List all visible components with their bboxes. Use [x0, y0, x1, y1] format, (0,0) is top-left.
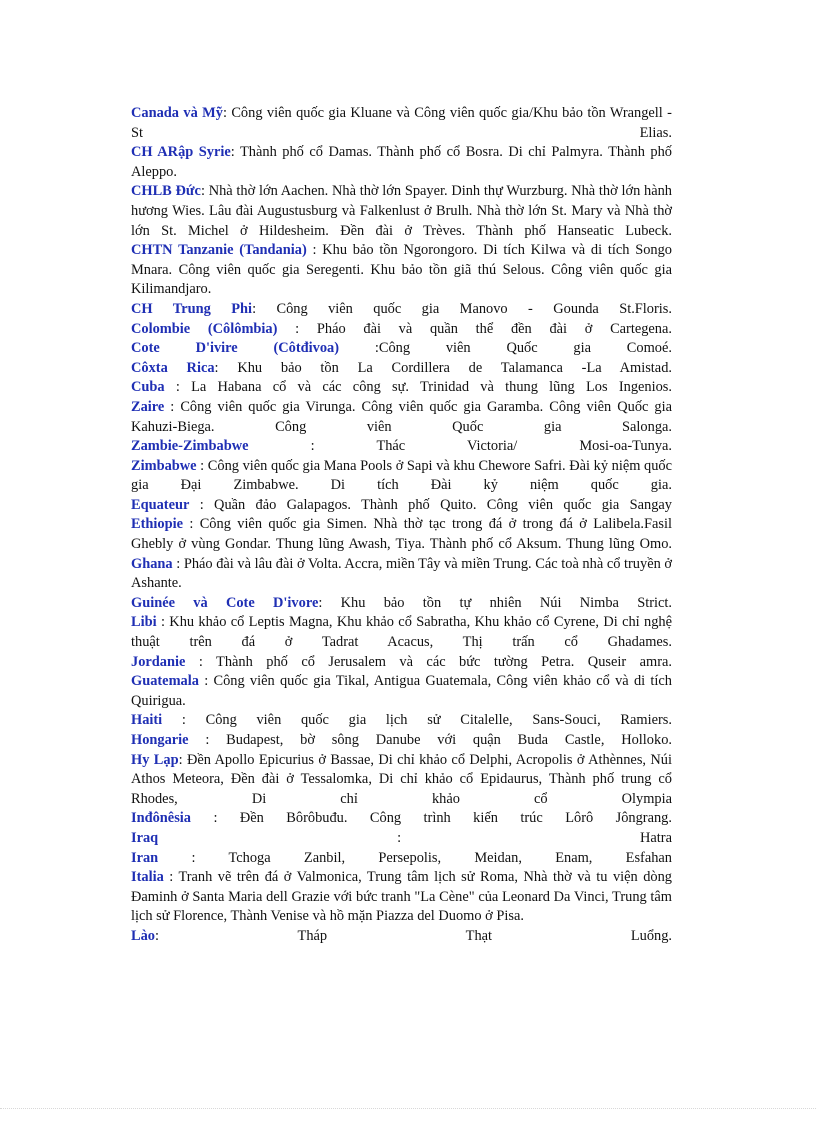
heritage-entry: [131, 143, 672, 182]
country-name: Zimbabwe: [131, 457, 197, 474]
country-name: CHTN Tanzanie (Tandania): [131, 242, 307, 259]
separator: :: [277, 320, 317, 337]
country-name: Inđônêsia: [131, 810, 191, 827]
country-name: Ethiopie: [131, 516, 183, 533]
country-name: Cote D'ivire (Côtđivoa): [131, 340, 340, 357]
heritage-sites-text: Công viên quốc gia Mana Pools ở Sapi và khu Chewore Safri. Đài kỷ niệm quốc gia Đại Zimbabwe. Di tích Đài kỷ niệm quốc gia.: [131, 457, 672, 494]
heritage-sites-text: Tranh vẽ trên đá ở Valmonica, Trung tâm lịch sử Roma, Nhà thờ và tu viện dòng Đaminh ở Santa Maria dell Grazie với bức tranh "La Cène" của Leonard Da Vinci, Trung tâm lịch sử Florence, Thành Venise và hồ mặn Piazza del Duomo ở Pisa.: [131, 869, 672, 925]
heritage-entry: [131, 359, 672, 379]
country-name: Cuba: [131, 379, 165, 396]
heritage-sites-text: Khu bảo tồn Ngorongoro. Di tích Kilwa và di tích Songo Mnara. Công viên quốc gia Seregenti. Khu bảo tồn giã thú Selous. Công viên quốc gia Kilimandjaro.: [131, 242, 672, 298]
country-name: Zambie-Zimbabwe: [131, 438, 249, 455]
separator: :: [198, 673, 214, 690]
page-bottom-border: [0, 1108, 816, 1109]
country-name: CH ARập Syrie: [131, 144, 231, 161]
separator: :: [191, 810, 240, 827]
heritage-sites-text: Công viên quốc gia Simen. Nhà thờ tạc trong đá ở trong đá ở Lalibela.Fasil Ghebly ở vùng Gondar. Thung lũng Awash, Tiya. Thành phố cổ Aksum. Thung lũng Omo.: [131, 516, 672, 553]
heritage-sites-text: Hatra: [640, 829, 672, 846]
country-name: Haiti: [131, 712, 163, 729]
heritage-entry: [131, 927, 672, 947]
separator: :: [230, 144, 241, 161]
separator: :: [189, 496, 215, 513]
heritage-entry: [131, 241, 672, 300]
separator: :: [222, 105, 232, 121]
heritage-sites-text: Đền Apollo Epicurius ở Bassae, Di chỉ khảo cổ Delphi, Acropolis ở Athènnes, Núi Athos Meteora, Đền đài ở Tessalomka, Di chỉ khảo cổ Epidaurus, Thành phố trung cổ Rhodes, Di chỉ khảo cổ Olympia: [131, 751, 672, 807]
heritage-sites-text: Pháo đài và lâu đài ở Volta. Accra, miền Tây và miền Trung. Các toà nhà cổ truyền ở Ashante.: [131, 555, 672, 592]
heritage-entry: [131, 398, 672, 437]
separator: :: [162, 712, 206, 729]
country-name: Côxta Rica: [131, 359, 215, 376]
heritage-entry: [131, 613, 672, 652]
heritage-sites-text: Công viên quốc gia lịch sử Citalelle, Sans-Souci, Ramiers.: [205, 712, 672, 729]
heritage-sites-text: Nhà thờ lớn Aachen. Nhà thờ lớn Spayer. Dinh thự Wurzburg. Nhà thờ lớn hành hương Wies. Lâu đài Augustusburg và Falkenlust ở Brulh. Nhà thờ lớn St. Mary và Nhà thờ lớn St. Michel ở Hildesheim. Đền đài ở Trèves. Thành phố Hanseatic Lubeck.: [131, 183, 672, 239]
heritage-sites-text: Tháp Thạt Luổng.: [297, 927, 672, 944]
separator: :: [172, 555, 184, 572]
separator: :: [158, 849, 229, 866]
country-name: Jordanie: [131, 653, 186, 670]
separator: :: [182, 516, 200, 533]
separator: :: [164, 379, 192, 396]
separator: :: [252, 300, 277, 317]
country-name: Iran: [131, 849, 159, 866]
separator: :: [156, 614, 170, 631]
heritage-sites-text: Thành phố cổ Jerusalem và các bức tường Petra. Quseir amra.: [216, 653, 672, 670]
country-name: Hy Lạp: [131, 751, 179, 768]
separator: :: [158, 829, 641, 846]
heritage-entry: [131, 182, 672, 241]
heritage-entry: [131, 809, 672, 829]
country-name: Iraq: [131, 829, 159, 846]
heritage-sites-text: La Habana cổ và các công sự. Trinidad và thung lũng Los Ingenios.: [191, 379, 672, 396]
country-name: Italia: [131, 869, 164, 886]
country-name: Zaire: [131, 398, 165, 415]
heritage-entry: [131, 672, 672, 711]
country-name: CHLB Đức: [131, 183, 201, 200]
separator: :: [339, 340, 379, 357]
heritage-sites-text: Khu bảo tồn La Cordillera de Talamanca -La Amistad.: [237, 359, 672, 376]
country-name: CH Trung Phi: [131, 300, 253, 317]
country-name: Equateur: [131, 496, 190, 513]
heritage-entry: [131, 868, 672, 927]
country-name: Guatemala: [131, 673, 199, 690]
heritage-sites-text: Đền Bôrôbuđu. Công trình kiến trúc Lôrô Jôngrang.: [239, 810, 672, 827]
heritage-entry: [131, 731, 672, 751]
separator: :: [196, 457, 208, 474]
heritage-sites-text: Công viên quốc gia Tikal, Antigua Guatemala, Công viên khảo cổ và di tích Quirigua.: [131, 673, 672, 709]
country-name: Hongarie: [131, 732, 189, 748]
heritage-entry: [131, 496, 672, 516]
separator: :: [306, 242, 323, 259]
separator: :: [164, 398, 181, 415]
country-name: Colombie (Côlômbia): [131, 320, 278, 337]
heritage-entry: [131, 829, 672, 849]
heritage-entry: [131, 378, 672, 398]
heritage-entry: [131, 437, 672, 457]
country-name: Lào: [131, 927, 155, 944]
separator: :: [178, 751, 187, 768]
heritage-entry: [131, 751, 672, 810]
heritage-sites-text: Công viên quốc gia Virunga. Công viên quốc gia Garamba. Công viên Quốc gia Kahuzi-Biega. Công viên Quốc gia Salonga.: [131, 398, 672, 435]
heritage-sites-text: Pháo đài và quần thể đền đài ở Cartegena.: [316, 320, 672, 337]
separator: :: [163, 869, 179, 886]
country-name: Ghana: [131, 555, 173, 572]
heritage-sites-text: Thác Victoria/ Mosi-oa-Tunya.: [376, 438, 672, 455]
heritage-entry: [131, 594, 672, 614]
separator: :: [200, 183, 209, 200]
heritage-sites-text: Quần đảo Galapagos. Thành phố Quito. Công viên quốc gia Sangay: [214, 496, 672, 513]
separator: :: [318, 594, 341, 611]
document-body: [131, 104, 672, 947]
heritage-sites-text: Budapest, bờ sông Danube với quận Buda Castle, Holloko.: [226, 732, 672, 748]
heritage-entry: [131, 515, 672, 554]
heritage-sites-text: Khu khảo cổ Leptis Magna, Khu khảo cổ Sabratha, Khu khảo cổ Cyrene, Di chỉ nghệ thuật trên đá ở Tadrat Acacus, Thị trấn cổ Ghadames.: [131, 614, 672, 651]
heritage-sites-text: Công viên quốc gia Manovo - Gounda St.Floris.: [276, 300, 672, 317]
heritage-sites-text: Thành phố cổ Damas. Thành phố cổ Bosra. Di chỉ Palmyra. Thành phố Aleppo.: [131, 144, 672, 180]
heritage-sites-text: Tchoga Zanbil, Persepolis, Meidan, Enam, Esfahan: [228, 849, 672, 866]
heritage-entry: [131, 104, 672, 143]
country-name: Guinée và Cote D'ivore: [131, 594, 319, 611]
separator: :: [185, 653, 217, 670]
heritage-entry: [131, 711, 672, 731]
heritage-entry: [131, 555, 672, 594]
heritage-sites-text: Công viên quốc gia Kluane và Công viên quốc gia/Khu bảo tồn Wrangell - St Elias.: [131, 105, 672, 141]
heritage-entry: [131, 320, 672, 340]
heritage-entry: [131, 339, 672, 359]
heritage-entry: [131, 457, 672, 496]
heritage-sites-text: Công viên Quốc gia Comoé.: [378, 340, 672, 357]
separator: :: [214, 359, 238, 376]
heritage-entry: [131, 849, 672, 869]
country-name: Libi: [131, 614, 157, 631]
heritage-entry: [131, 300, 672, 320]
separator: :: [188, 732, 227, 748]
separator: :: [155, 927, 298, 944]
separator: :: [248, 438, 377, 455]
heritage-sites-text: Khu bảo tồn tự nhiên Núi Nimba Strict.: [340, 594, 672, 611]
country-name: Canada và Mỹ: [131, 105, 223, 121]
heritage-entry: [131, 653, 672, 673]
